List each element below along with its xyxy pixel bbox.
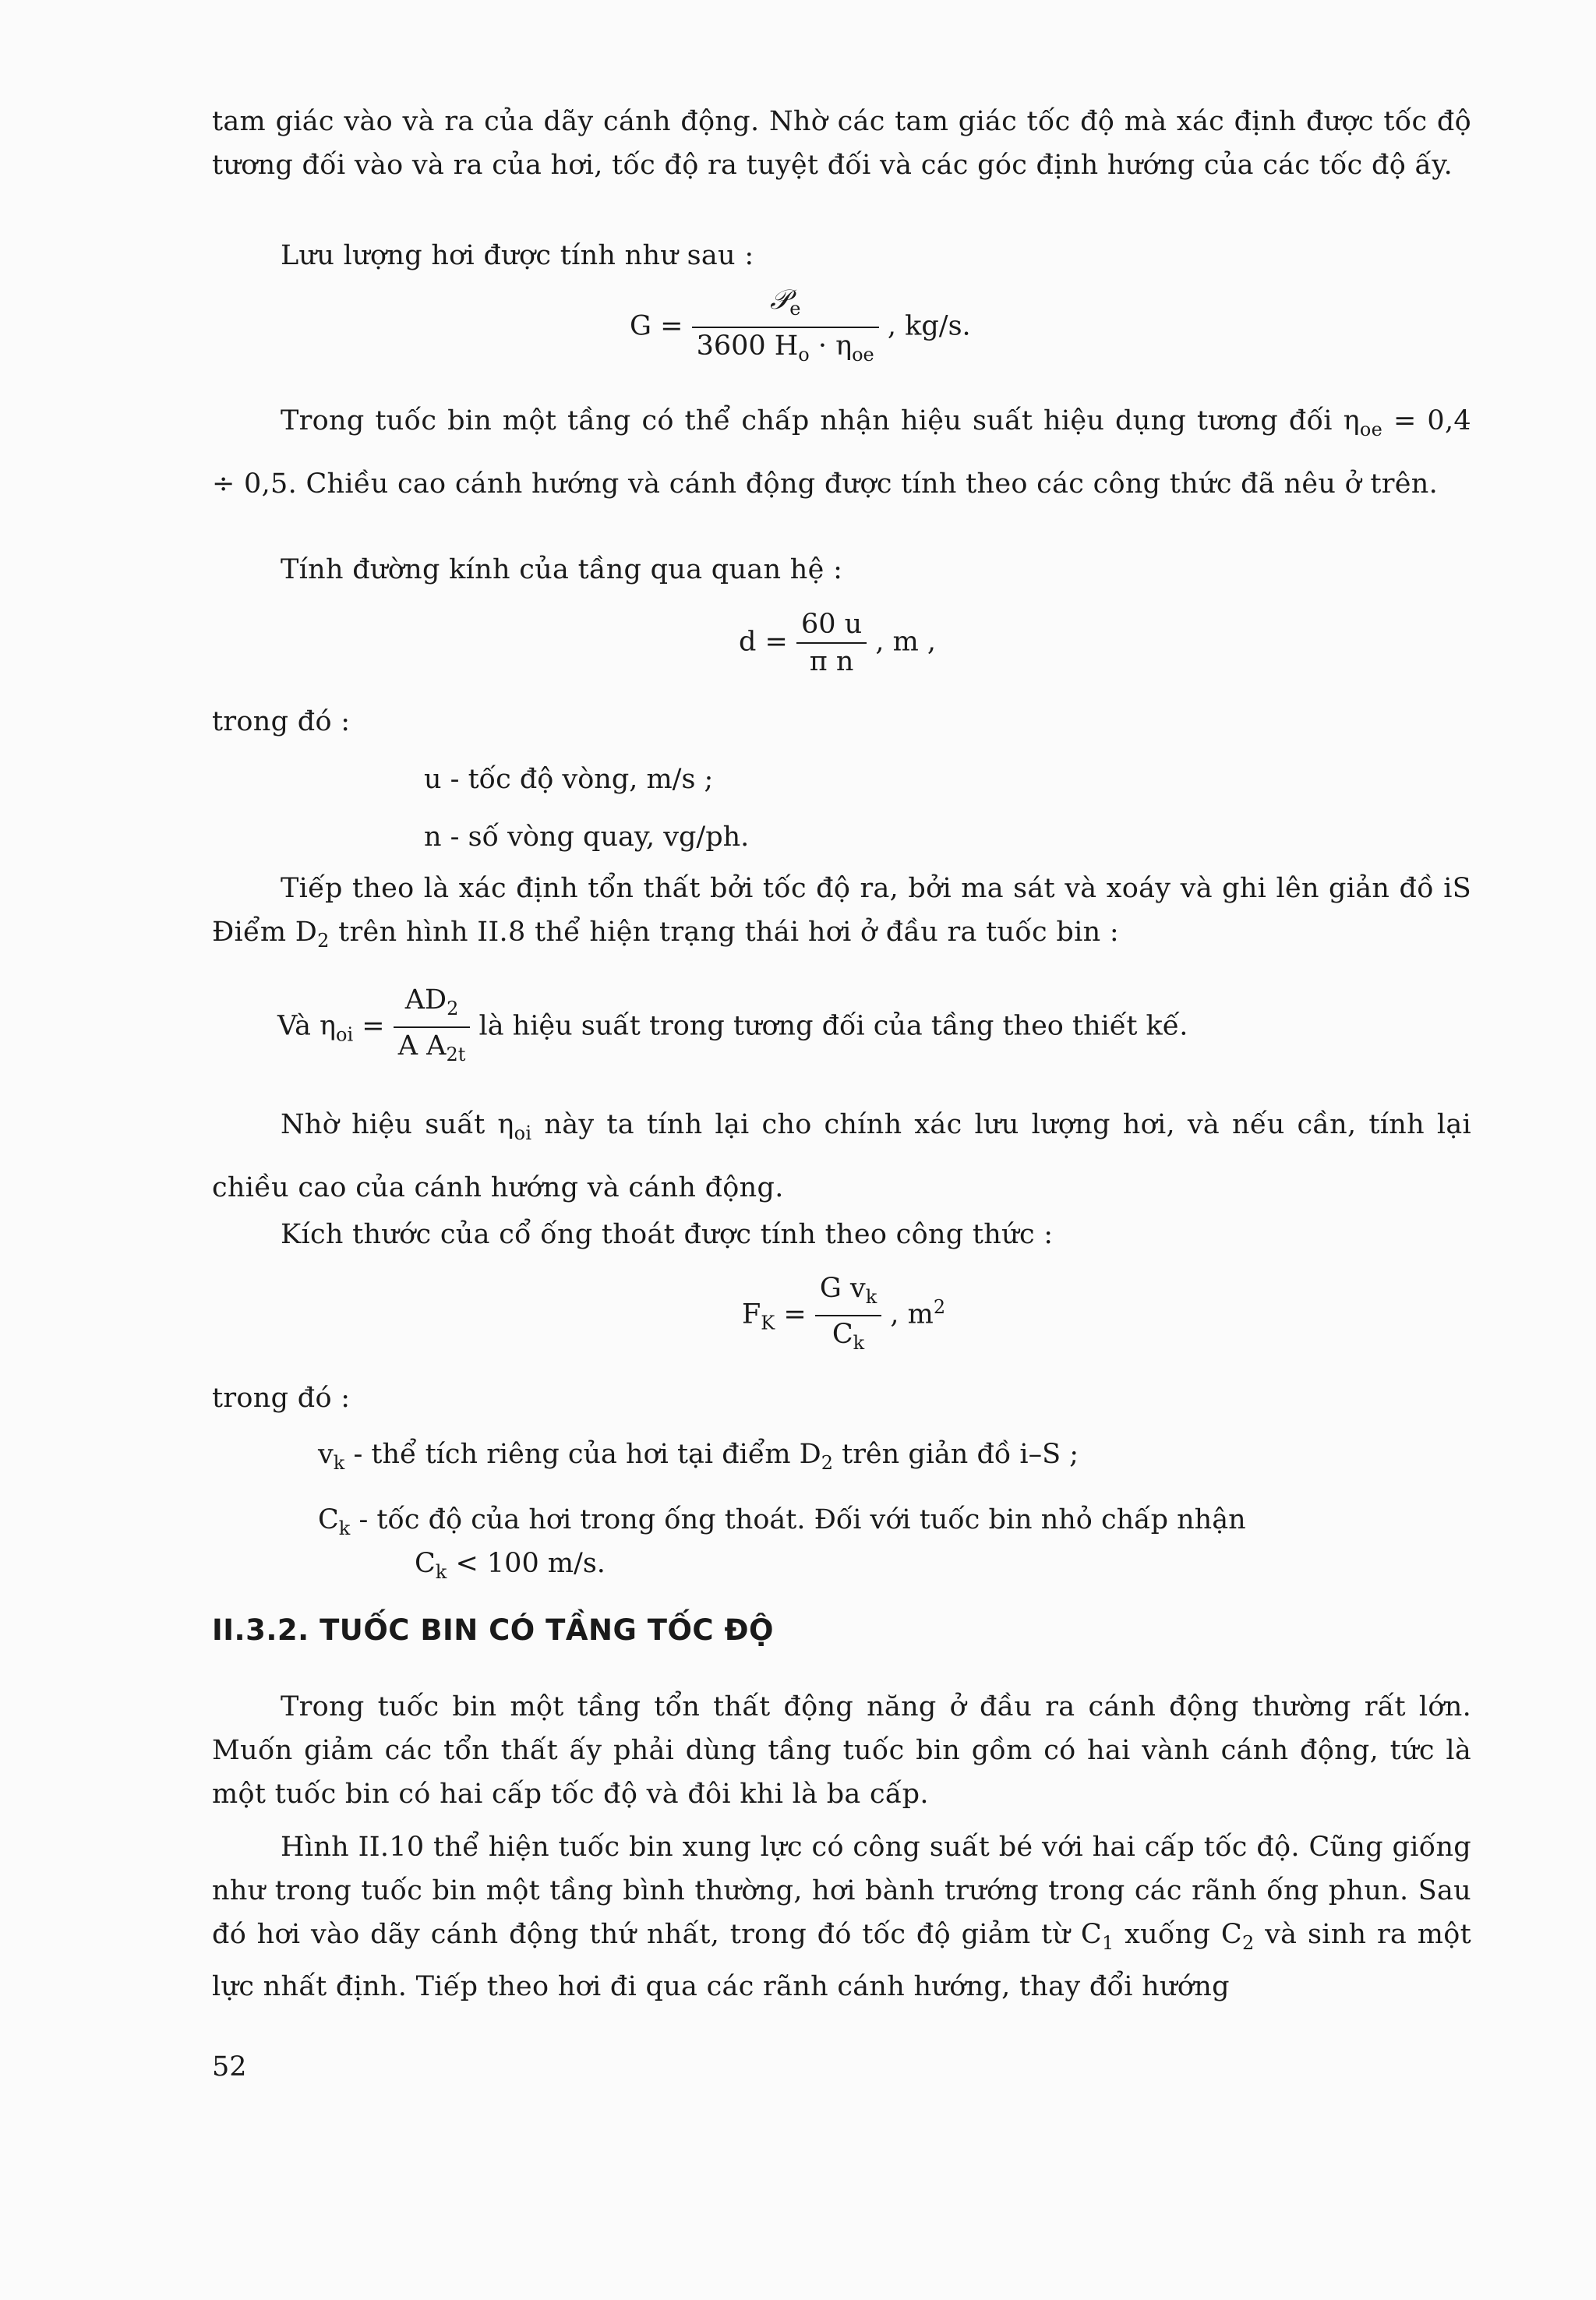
eq4-denominator: C [832,1319,853,1350]
paragraph-velocity-triangles: tam giác vào và ra của dãy cánh động. Nhờ các tam giác tốc độ mà xác định được tốc độ tương đối vào và ra của hơi, tốc độ ra tuyệt đối và các góc định hướng của các tốc độ ấy. [212,106,1471,181]
eq4-lhs: F [742,1298,761,1330]
eq4-numerator-sub: k [865,1286,877,1308]
where-label-2: trong đó : [212,1383,351,1414]
paragraph-diameter-intro: Tính đường kính của tầng qua quan hệ : [281,554,843,585]
paragraph-flow-intro: Lưu lượng hơi được tính như sau : [281,240,754,271]
p3-sub: oe [1359,419,1383,440]
equation-steam-flow [630,282,971,373]
equation-exhaust-area [742,1270,945,1361]
where-label-1: trong đó : [212,706,351,737]
eq4-denominator-sub: k [853,1332,865,1354]
p6-sub: oi [514,1122,532,1144]
eq4-unit-sup: 2 [933,1295,946,1318]
ck-text: - tốc độ của hơi trong ống thoát. Đối với tuốc bin nhỏ chấp nhận [350,1504,1246,1535]
p3-text: Trong tuốc bin một tầng có thể chấp nhận hiệu suất hiệu dụng tương đối η [281,405,1360,436]
eq4-fraction [815,1270,881,1361]
eq1-unit: , kg/s. [887,310,971,342]
eq1-numerator-sub: e [789,298,801,320]
vk-sub2: 2 [821,1452,834,1474]
p9-sub2: 2 [1241,1932,1255,1954]
eq4-lhs-sub: K [761,1312,775,1334]
vk-symbol: v [318,1439,334,1470]
eq1-denominator-a: 3600 H [696,330,799,362]
eq2-fraction [796,606,867,680]
vk-text: - thể tích riêng của hơi tại điểm D [344,1439,821,1470]
page-number: 52 [212,2051,247,2083]
eq1-fraction [692,282,879,373]
eq3-numerator-sub: 2 [447,998,459,1019]
equation-diameter [739,606,936,680]
eq3-lhs-sub: oi [336,1023,354,1046]
definition-ck-limit [415,1542,606,1594]
eq1-denominator-b: · η [809,330,853,362]
p6-text-a: Nhờ hiệu suất η [281,1109,514,1140]
paragraph-velocity-stage: Trong tuốc bin một tầng tổn thất động năng ở đầu ra cánh động thường rất lớn. Muốn giảm các tổn thất ấy phải dùng tầng tuốc bin gồm có hai vành cánh động, tức là một tuốc bin có hai cấp tốc độ và đôi khi là ba cấp. [212,1691,1471,1810]
vk-text2: trên giản đồ i–S ; [833,1439,1079,1470]
paragraph-efficiency [212,394,1471,511]
eq3-lhs: Và η [277,1010,337,1042]
definition-u: u - tốc độ vòng, m/s ; [424,764,714,795]
eq3-denominator: A A [397,1030,447,1062]
equation-internal-efficiency [277,982,1188,1072]
ck-symbol: C [318,1504,339,1535]
eq3-numerator: AD [404,984,447,1016]
eq2-unit: , m , [875,626,937,658]
section-heading: II.3.2. TUỐC BIN CÓ TẦNG TỐC ĐỘ [212,1613,774,1647]
ck2-symbol: C [415,1548,436,1579]
eq1-numerator: 𝒫 [769,284,790,316]
eq1-denominator-a-sub: o [798,344,810,366]
eq3-equals: = [353,1010,385,1042]
p5-text-a: Tiếp theo là xác định tổn thất bởi tốc độ ra, bởi ma sát và xoáy và ghi lên giản đồ iS Điểm D [212,873,1471,948]
p5-sub: 2 [317,930,330,952]
vk-sub: k [333,1452,345,1474]
eq2-denominator: π n [809,646,854,677]
p9-text-b: xuống C [1114,1919,1242,1950]
eq1-denominator-b-sub: oe [852,344,874,366]
p9-text-c: và sinh ra một lực nhất định. Tiếp theo hơi đi qua các rãnh cánh hướng, thay đổi hướng [212,1919,1472,2002]
eq3-text: là hiệu suất trong tương đối của tầng theo thiết kế. [478,1010,1188,1042]
eq3-denominator-sub: 2t [446,1044,466,1065]
eq4-equals: = [775,1298,807,1330]
eq3-fraction [394,982,471,1072]
paragraph-losses [212,867,1471,963]
p6-text-b: này ta tính lại cho chính xác lưu lượng hơi, và nếu cần, tính lại chiều cao của cánh hướng và cánh động. [212,1109,1472,1203]
eq2-lhs: d = [739,626,788,658]
eq4-numerator: G v [819,1273,866,1304]
p9-sub1: 1 [1101,1932,1114,1954]
definition-vk [318,1433,1079,1485]
eq1-lhs: G = [630,310,683,342]
p9-text-a: Hình II.10 thể hiện tuốc bin xung lực có công suất bé với hai cấp tốc độ. Cũng giống như trong tuốc bin một tầng bình thường, hơi bành trướng trong các rãnh ống phun. Sau đó hơi vào dãy cánh động thứ nhất, trong đó tốc độ giảm từ C [212,1832,1471,1950]
p3-text-b: = 0,4 ÷ 0,5. Chiều cao cánh hướng và cánh động được tính theo các công thức đã nêu ở trên. [212,405,1471,500]
ck2-text: < 100 m/s. [447,1548,606,1579]
ck-sub: k [338,1517,351,1539]
definition-n: n - số vòng quay, vg/ph. [424,821,750,853]
paragraph-figure-description [212,1825,1471,2009]
p5-text-b: trên hình II.8 thể hiện trạng thái hơi ở đầu ra tuốc bin : [329,917,1119,948]
ck2-sub: k [435,1561,447,1583]
paragraph-recalc [212,1097,1471,1215]
eq2-numerator: 60 u [796,606,867,644]
paragraph-exhaust-intro: Kích thước của cổ ống thoát được tính theo công thức : [281,1219,1054,1250]
eq4-unit: , m [890,1298,934,1330]
